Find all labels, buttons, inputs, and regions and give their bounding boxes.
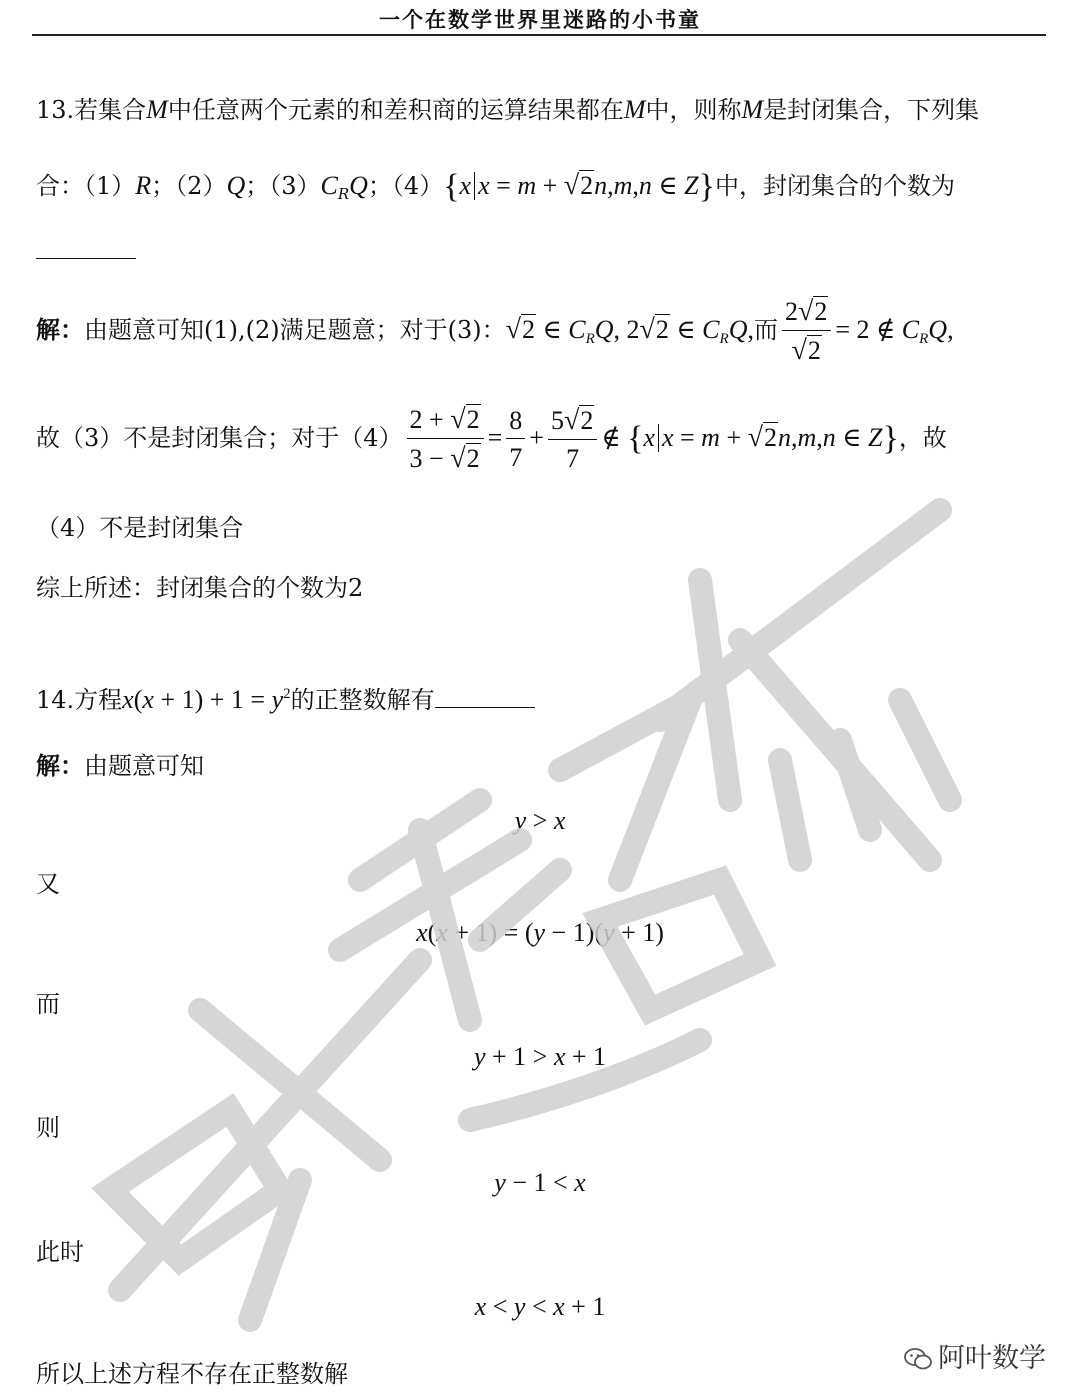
equation-y-minus-1: y − 1 < x (494, 1168, 586, 1197)
problem-13-question-line2: 合：（1）R；（2）Q；$(3)C_RQ$；（4）{x x = m + √2n,m,n ∈ Z}中，封闭集合的个数为 (36, 168, 955, 205)
answer-blank-13 (36, 240, 136, 259)
wechat-icon (904, 1346, 932, 1368)
page-header: 一个在数学世界里迷路的小书童 (379, 7, 701, 32)
header-rule (32, 34, 1046, 36)
solution-13-conclusion: 综上所述：封闭集合的个数为2 (36, 574, 364, 602)
solution-13-line3: （4）不是封闭集合 (36, 514, 244, 542)
solution-14-intro: 解：由题意可知 (36, 751, 204, 780)
solution-13-line2: 故（3）不是封闭集合；对于（4） $\frac{2 + √2}{3 - √2}$ = $\frac{8}{7}$ + $\frac{5√2}{7}$ ∉ {x x = m + √2n,m,n ∈ Z}，故 (36, 404, 947, 474)
problem-13-question-line1: 13.若集合M中任意两个元素的和差积商的运算结果都在M中，则称M是封闭集合，下列集 (36, 95, 980, 124)
equation-x-lt-y: x < y < x + 1 (474, 1292, 606, 1321)
word-er: 而 (36, 990, 60, 1018)
equation-factorization: x(x + 1) = (y − 1)(y + 1) (416, 918, 664, 947)
equation-y-plus-1: y + 1 > x + 1 (473, 1042, 607, 1071)
word-you: 又 (36, 870, 60, 898)
word-ze: 则 (36, 1114, 60, 1142)
solution-13-line1: 解：由题意可知(1),(2)满足题意；对于(3)：√2 ∈ $C_RQ$, 2√2 ∈ $C_RQ$,而 $\frac{2√2}{√2}$ = 2 ∉ $C_RQ$, (36, 296, 954, 366)
word-cishi: 此时 (36, 1238, 84, 1266)
answer-blank-14 (435, 687, 535, 708)
problem-14-question: 14.方程$x(x + 1) + 1 = y^2$的正整数解有 (36, 680, 535, 715)
equation-y-gt-x: y > x (514, 806, 566, 835)
watermark-label: 阿叶数学 (904, 1336, 1046, 1375)
solution-14-conclusion: 所以上述方程不存在正整数解 (36, 1360, 348, 1388)
